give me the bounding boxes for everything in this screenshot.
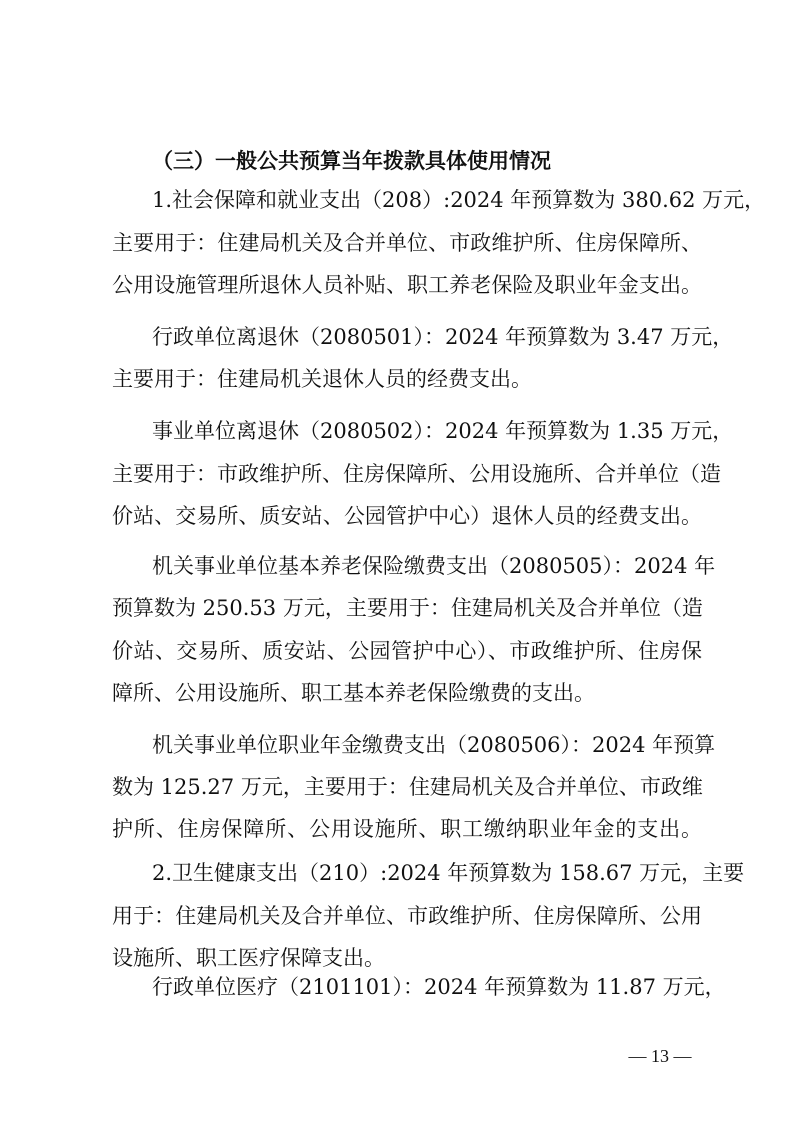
page-number: — 13 —	[628, 1046, 692, 1066]
paragraph-line: 价站、交易所、质安站、公园管护中心）、市政维护所、住房保	[112, 639, 702, 663]
paragraph-line: 预算数为 250.53 万元，主要用于：住建局机关及合并单位（造	[112, 596, 703, 620]
paragraph-line: 主要用于：市政维护所、住房保障所、公用设施所、合并单位（造	[112, 462, 721, 486]
paragraph-line: 公用设施管理所退休人员补贴、职工养老保险及职业年金支出。	[112, 273, 702, 297]
section-heading: （三）一般公共预算当年拨款具体使用情况	[152, 149, 551, 173]
paragraph-line: 机关事业单位职业年金缴费支出（2080506）：2024 年预算	[152, 733, 716, 757]
paragraph-line: 行政单位离退休（2080501）：2024 年预算数为 3.47 万元，	[152, 325, 734, 349]
paragraph-line: 护所、住房保障所、公用设施所、职工缴纳职业年金的支出。	[112, 817, 702, 841]
paragraph-line: 障所、公用设施所、职工基本养老保险缴费的支出。	[112, 681, 595, 705]
paragraph-line: 2.卫生健康支出（210）:2024 年预算数为 158.67 万元，主要	[152, 861, 745, 885]
paragraph-line: 设施所、职工医疗保障支出。	[112, 946, 385, 970]
paragraph-line: 事业单位离退休（2080502）：2024 年预算数为 1.35 万元，	[152, 419, 734, 443]
paragraph-line: 数为 125.27 万元，主要用于：住建局机关及合并单位、市政维	[112, 775, 703, 799]
paragraph-line: 主要用于：住建局机关退休人员的经费支出。	[112, 367, 532, 391]
paragraph-line: 机关事业单位基本养老保险缴费支出（2080505）：2024 年	[152, 554, 716, 578]
paragraph-line: 1.社会保障和就业支出（208）:2024 年预算数为 380.62 万元，	[152, 188, 766, 212]
paragraph-line: 行政单位医疗（2101101）：2024 年预算数为 11.87 万元，	[152, 975, 726, 999]
paragraph-line: 价站、交易所、质安站、公园管护中心）退休人员的经费支出。	[112, 504, 702, 528]
paragraph-line: 用于：住建局机关及合并单位、市政维护所、住房保障所、公用	[112, 904, 702, 928]
paragraph-line: 主要用于：住建局机关及合并单位、市政维护所、住房保障所、	[112, 231, 702, 255]
